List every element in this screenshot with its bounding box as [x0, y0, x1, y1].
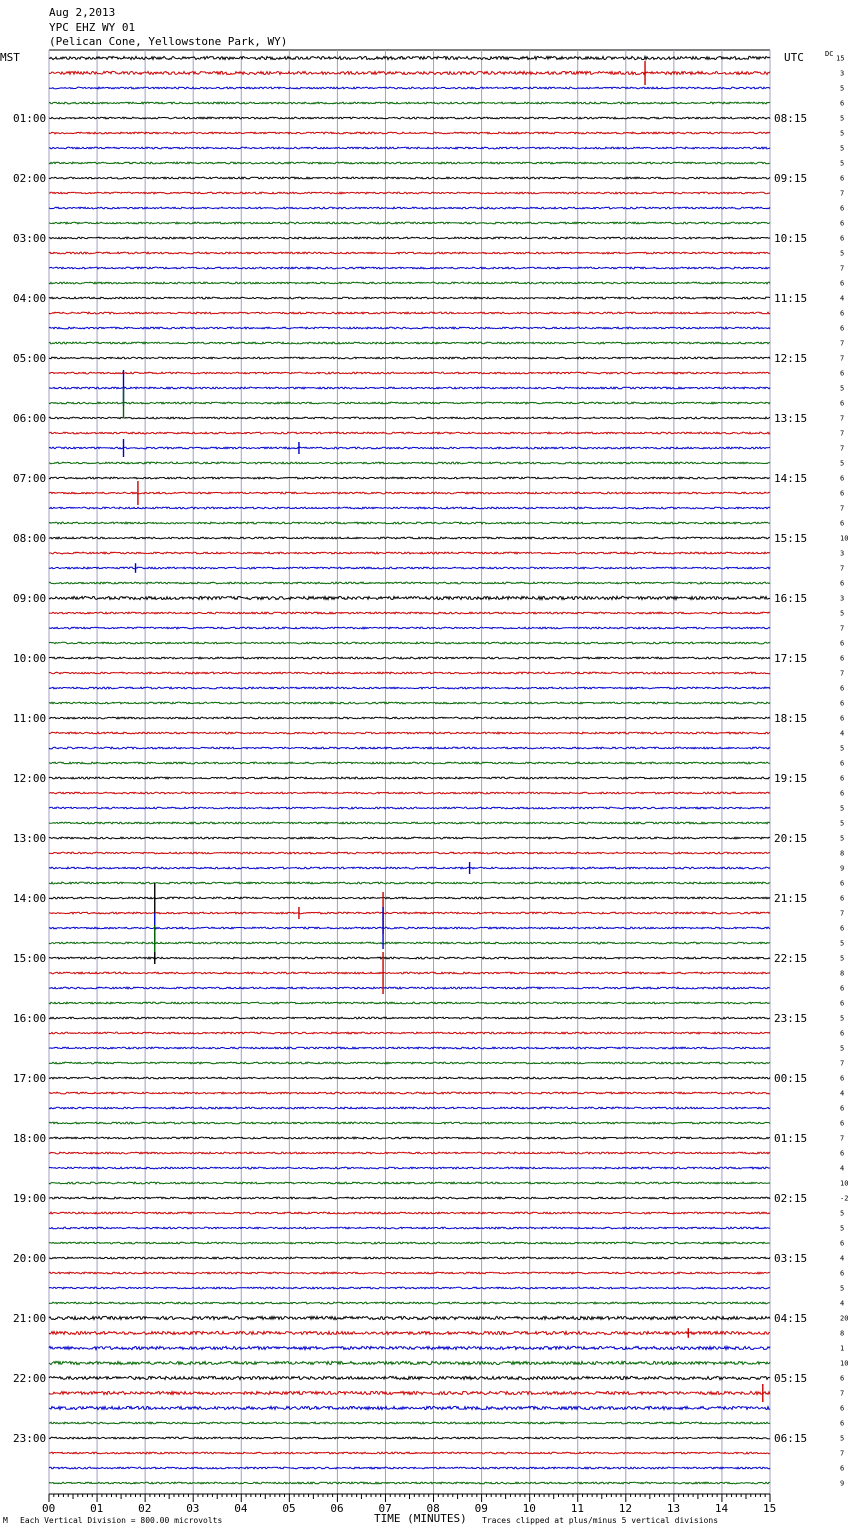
trace-row-56 — [49, 897, 770, 899]
station-label: YPC EHZ WY 01 — [49, 21, 136, 34]
dc-offset-label: 5 — [840, 1014, 845, 1023]
dc-offset-label: 5 — [840, 114, 845, 123]
utc-hour-label: 10:15 — [774, 232, 808, 245]
utc-hour-label: 02:15 — [774, 1192, 808, 1205]
dc-offset-label: 20 — [840, 1314, 849, 1323]
trace-row-16 — [49, 297, 770, 299]
utc-hour-label: 18:15 — [774, 712, 808, 725]
trace-row-0 — [49, 56, 770, 59]
dc-offset-label: 5 — [840, 84, 845, 93]
trace-row-12 — [49, 237, 770, 239]
trace-row-4 — [49, 117, 770, 119]
time-grid — [49, 50, 770, 1494]
dc-offset-label: 6 — [840, 639, 845, 648]
corner-mark: M — [3, 1516, 8, 1525]
trace-group — [49, 56, 770, 1484]
dc-offset-label: 5 — [840, 144, 845, 153]
trace-row-90 — [49, 1406, 770, 1409]
dc-offset-label: 6 — [840, 714, 845, 723]
dc-offset-label: 7 — [840, 1389, 845, 1398]
trace-row-24 — [49, 417, 770, 419]
trace-row-81 — [49, 1272, 770, 1274]
mst-hour-label: 07:00 — [13, 472, 47, 485]
utc-hour-label: 04:15 — [774, 1312, 808, 1325]
trace-row-13 — [49, 252, 770, 254]
trace-row-49 — [49, 792, 770, 794]
trace-row-86 — [49, 1346, 770, 1349]
mst-hour-label: 15:00 — [13, 952, 47, 965]
dc-offset-label: 6 — [840, 234, 845, 243]
trace-row-25 — [49, 432, 770, 434]
dc-offset-label: 10 — [840, 534, 849, 543]
x-axis-title: TIME (MINUTES) — [374, 1512, 467, 1525]
trace-row-48 — [49, 777, 770, 779]
dc-offset-label: 6 — [840, 1464, 845, 1473]
trace-row-14 — [49, 267, 770, 269]
trace-row-35 — [49, 582, 770, 584]
dc-offset-label: 5 — [840, 939, 845, 948]
dc-offset-label: 5 — [840, 459, 845, 468]
trace-row-47 — [49, 762, 770, 764]
dc-offset-label: 5 — [840, 804, 845, 813]
trace-row-15 — [49, 282, 770, 284]
dc-offset-label: 6 — [840, 519, 845, 528]
trace-row-60 — [49, 957, 770, 959]
dc-offset-label: 6 — [840, 219, 845, 228]
trace-row-43 — [49, 702, 770, 704]
trace-row-29 — [49, 492, 770, 494]
x-tick-label: 01 — [90, 1502, 104, 1515]
right-timezone-label: UTC — [784, 51, 804, 64]
utc-hour-label: 01:15 — [774, 1132, 808, 1145]
trace-row-58 — [49, 927, 770, 929]
trace-row-85 — [49, 1331, 770, 1334]
dc-offset-label: 6 — [840, 279, 845, 288]
dc-offset-label: 5 — [840, 129, 845, 138]
mst-hour-label: 13:00 — [13, 832, 47, 845]
trace-row-63 — [49, 1002, 770, 1004]
utc-hour-label: 05:15 — [774, 1372, 808, 1385]
dc-offset-label: 5 — [840, 249, 845, 258]
dc-offset-label: 5 — [840, 954, 845, 963]
trace-row-78 — [49, 1227, 770, 1229]
dc-offset-label: 5 — [840, 1224, 845, 1233]
dc-offset-label: 7 — [840, 909, 845, 918]
dc-offset-label: 10 — [840, 1179, 849, 1188]
dc-offset-label: 5 — [840, 1209, 845, 1218]
dc-offset-label: 8 — [840, 1329, 845, 1338]
dc-offset-label: 6 — [840, 309, 845, 318]
dc-offset-label: 5 — [840, 384, 845, 393]
utc-hour-label: 17:15 — [774, 652, 808, 665]
utc-hour-label: 19:15 — [774, 772, 808, 785]
dc-offset-label: 6 — [840, 774, 845, 783]
dc-offset-label: 7 — [840, 1134, 845, 1143]
trace-row-23 — [49, 402, 770, 404]
trace-row-41 — [49, 672, 770, 674]
dc-offset-label: 7 — [840, 1449, 845, 1458]
trace-row-88 — [49, 1376, 770, 1379]
utc-hour-label: 00:15 — [774, 1072, 808, 1085]
mst-hour-label: 03:00 — [13, 232, 47, 245]
dc-offset-label: 5 — [840, 819, 845, 828]
x-tick-label: 15 — [763, 1502, 777, 1515]
dc-offset-label: 4 — [840, 294, 845, 303]
trace-row-20 — [49, 357, 770, 359]
mst-hour-label: 12:00 — [13, 772, 47, 785]
mst-hour-label: 05:00 — [13, 352, 47, 365]
trace-row-91 — [49, 1422, 770, 1424]
dc-offset-label: 7 — [840, 624, 845, 633]
trace-row-5 — [49, 132, 770, 134]
mst-hour-labels — [13, 112, 46, 1445]
x-tick-label: 04 — [234, 1502, 248, 1515]
x-tick-label: 05 — [282, 1502, 296, 1515]
trace-row-36 — [49, 596, 770, 599]
trace-row-50 — [49, 807, 770, 809]
utc-hour-label: 21:15 — [774, 892, 808, 905]
trace-row-6 — [49, 147, 770, 149]
mst-hour-label: 01:00 — [13, 112, 47, 125]
trace-row-52 — [49, 837, 770, 839]
trace-row-67 — [49, 1062, 770, 1064]
mst-hour-label: 14:00 — [13, 892, 47, 905]
trace-row-72 — [49, 1137, 770, 1139]
trace-row-34 — [49, 567, 770, 569]
dc-offset-label: 6 — [840, 894, 845, 903]
utc-hour-label: 11:15 — [774, 292, 808, 305]
dc-offset-label: 6 — [840, 1029, 845, 1038]
utc-hour-label: 06:15 — [774, 1432, 808, 1445]
trace-row-57 — [49, 912, 770, 914]
trace-row-77 — [49, 1212, 770, 1214]
trace-row-19 — [49, 342, 770, 344]
dc-offset-label: 3 — [840, 594, 845, 603]
dc-offset-label: 6 — [840, 474, 845, 483]
trace-row-53 — [49, 852, 770, 854]
trace-row-79 — [49, 1242, 770, 1244]
trace-row-65 — [49, 1032, 770, 1034]
trace-row-61 — [49, 972, 770, 974]
trace-row-89 — [49, 1391, 770, 1394]
dc-offset-label: 7 — [840, 429, 845, 438]
trace-row-8 — [49, 177, 770, 179]
dc-offset-label: 10 — [840, 1359, 849, 1368]
dc-offset-label: 6 — [840, 1119, 845, 1128]
x-tick-label: 13 — [666, 1502, 681, 1515]
dc-offset-label: 4 — [840, 1299, 845, 1308]
x-tick-label: 11 — [570, 1502, 584, 1515]
utc-hour-labels — [774, 112, 807, 1445]
dc-offset-label: 1 — [840, 1344, 845, 1353]
dc-offset-label: 7 — [840, 444, 845, 453]
trace-row-76 — [49, 1197, 770, 1199]
trace-row-94 — [49, 1467, 770, 1469]
trace-row-51 — [49, 822, 770, 824]
trace-row-32 — [49, 537, 770, 539]
dc-offset-label: 6 — [840, 699, 845, 708]
scale-note: Each Vertical Division = 800.00 microvolts — [20, 1516, 223, 1525]
dc-offset-label: 3 — [840, 69, 845, 78]
utc-hour-label: 14:15 — [774, 472, 808, 485]
trace-row-80 — [49, 1257, 770, 1259]
utc-hour-label: 22:15 — [774, 952, 808, 965]
trace-row-75 — [49, 1182, 770, 1184]
dc-offset-label: 7 — [840, 414, 845, 423]
dc-offset-label: 7 — [840, 564, 845, 573]
dc-offset-label: 6 — [840, 204, 845, 213]
trace-row-37 — [49, 612, 770, 614]
dc-offset-label: 6 — [840, 1149, 845, 1158]
dc-offset-label: 6 — [840, 489, 845, 498]
dc-offset-label: 4 — [840, 729, 845, 738]
dc-offset-label: 6 — [840, 1239, 845, 1248]
mst-hour-label: 21:00 — [13, 1312, 47, 1325]
x-tick-label: 09 — [474, 1502, 488, 1515]
utc-hour-label: 15:15 — [774, 532, 808, 545]
x-tick-label: 12 — [618, 1502, 633, 1515]
trace-row-18 — [49, 327, 770, 329]
x-tick-label: 14 — [714, 1502, 729, 1515]
mst-hour-label: 22:00 — [13, 1372, 47, 1385]
trace-row-40 — [49, 657, 770, 659]
mst-hour-label: 10:00 — [13, 652, 47, 665]
dc-offset-label: 8 — [840, 849, 845, 858]
utc-hour-label: 08:15 — [774, 112, 808, 125]
utc-hour-label: 03:15 — [774, 1252, 808, 1265]
x-tick-label: 00 — [42, 1502, 56, 1515]
trace-row-71 — [49, 1122, 770, 1124]
trace-row-31 — [49, 522, 770, 524]
mst-hour-label: 19:00 — [13, 1192, 47, 1205]
dc-offset-label: 5 — [840, 1284, 845, 1293]
dc-offset-label: 4 — [840, 1164, 845, 1173]
dc-offset-label: 5 — [840, 159, 845, 168]
dc-offset-label: 7 — [840, 264, 845, 273]
trace-row-11 — [49, 222, 770, 224]
trace-row-70 — [49, 1107, 770, 1109]
trace-row-87 — [49, 1361, 770, 1364]
utc-hour-label: 13:15 — [774, 412, 808, 425]
utc-hour-label: 16:15 — [774, 592, 808, 605]
dc-offset-label: 6 — [840, 1104, 845, 1113]
x-tick-label: 10 — [522, 1502, 536, 1515]
dc-offset-label: 6 — [840, 399, 845, 408]
dc-offset-label: 3 — [840, 549, 845, 558]
dc-label: DC — [825, 50, 834, 58]
trace-row-95 — [49, 1482, 770, 1484]
dc-offset-label: 7 — [840, 669, 845, 678]
dc-offset-label: 6 — [840, 789, 845, 798]
trace-row-33 — [49, 552, 770, 554]
dc-offset-label: 4 — [840, 1089, 845, 1098]
dc-offset-label: 9 — [840, 864, 845, 873]
dc-offset-label: 6 — [840, 1269, 845, 1278]
dc-offset-label: 7 — [840, 354, 845, 363]
dc-offset-labels — [836, 55, 848, 1488]
dc-offset-label: 6 — [840, 1419, 845, 1428]
utc-hour-label: 23:15 — [774, 1012, 808, 1025]
mst-hour-label: 23:00 — [13, 1432, 47, 1445]
trace-row-39 — [49, 642, 770, 644]
dc-offset-label: 6 — [840, 1374, 845, 1383]
trace-row-68 — [49, 1077, 770, 1079]
trace-row-54 — [49, 867, 770, 869]
dc-offset-label: 7 — [840, 339, 845, 348]
clip-note: Traces clipped at plus/minus 5 vertical divisions — [482, 1516, 719, 1525]
trace-row-44 — [49, 717, 770, 719]
utc-hour-label: 12:15 — [774, 352, 808, 365]
date-label: Aug 2,2013 — [49, 6, 116, 19]
dc-offset-label: 5 — [840, 744, 845, 753]
dc-offset-label: 15 — [836, 54, 845, 63]
dc-offset-label: 6 — [840, 924, 845, 933]
trace-row-17 — [49, 312, 770, 314]
dc-offset-label: 6 — [840, 684, 845, 693]
trace-row-55 — [49, 882, 770, 884]
trace-row-21 — [49, 372, 770, 374]
trace-row-28 — [49, 477, 770, 479]
dc-offset-label: 7 — [840, 1059, 845, 1068]
mst-hour-label: 16:00 — [13, 1012, 47, 1025]
mst-hour-label: 02:00 — [13, 172, 47, 185]
x-tick-label: 03 — [186, 1502, 200, 1515]
trace-row-69 — [49, 1092, 770, 1094]
dc-offset-label: 5 — [840, 609, 845, 618]
location-label: (Pelican Cone, Yellowstone Park, WY) — [49, 35, 288, 48]
dc-offset-label: 6 — [840, 654, 845, 663]
dc-offset-label: 6 — [840, 1074, 845, 1083]
dc-offset-label: 6 — [840, 369, 845, 378]
mst-hour-label: 20:00 — [13, 1252, 47, 1265]
mst-hour-label: 06:00 — [13, 412, 47, 425]
dc-offset-label: 6 — [840, 324, 845, 333]
trace-row-62 — [49, 987, 770, 989]
dc-offset-label: 6 — [840, 879, 845, 888]
trace-row-9 — [49, 192, 770, 194]
mst-hour-label: 09:00 — [13, 592, 47, 605]
utc-hour-label: 09:15 — [774, 172, 808, 185]
trace-row-26 — [49, 447, 770, 449]
mst-hour-label: 04:00 — [13, 292, 47, 305]
dc-offset-label: 7 — [840, 504, 845, 513]
trace-row-64 — [49, 1017, 770, 1019]
dc-offset-label: 6 — [840, 174, 845, 183]
dc-offset-label: 7 — [840, 189, 845, 198]
trace-row-42 — [49, 687, 770, 689]
trace-row-7 — [49, 162, 770, 164]
trace-row-84 — [49, 1316, 770, 1319]
trace-row-83 — [49, 1302, 770, 1304]
utc-hour-label: 20:15 — [774, 832, 808, 845]
trace-row-46 — [49, 747, 770, 749]
trace-row-10 — [49, 207, 770, 209]
trace-row-74 — [49, 1167, 770, 1169]
dc-offset-label: 6 — [840, 999, 845, 1008]
dc-offset-label: 8 — [840, 969, 845, 978]
dc-offset-label: 5 — [840, 1434, 845, 1443]
trace-row-93 — [49, 1452, 770, 1454]
x-tick-label: 06 — [330, 1502, 344, 1515]
trace-row-27 — [49, 462, 770, 464]
trace-row-82 — [49, 1287, 770, 1289]
trace-row-92 — [49, 1437, 770, 1439]
mst-hour-label: 17:00 — [13, 1072, 47, 1085]
dc-offset-label: 6 — [840, 984, 845, 993]
dc-offset-label: 6 — [840, 1404, 845, 1413]
trace-row-73 — [49, 1152, 770, 1154]
dc-offset-label: 5 — [840, 834, 845, 843]
x-tick-label: 07 — [378, 1502, 392, 1515]
dc-offset-label: 6 — [840, 759, 845, 768]
mst-hour-label: 11:00 — [13, 712, 47, 725]
mst-hour-label: 18:00 — [13, 1132, 47, 1145]
dc-offset-label: 9 — [840, 1479, 845, 1488]
dc-offset-label: 5 — [840, 1044, 845, 1053]
trace-row-22 — [49, 387, 770, 389]
dc-offset-label: 6 — [840, 99, 845, 108]
trace-row-66 — [49, 1047, 770, 1049]
x-tick-label: 02 — [138, 1502, 152, 1515]
trace-row-1 — [49, 71, 770, 74]
trace-row-2 — [49, 87, 770, 89]
dc-offset-label: 4 — [840, 1254, 845, 1263]
mst-hour-label: 08:00 — [13, 532, 47, 545]
trace-row-59 — [49, 942, 770, 944]
dc-offset-label: 6 — [840, 579, 845, 588]
dc-offset-label: -2 — [840, 1194, 849, 1203]
x-tick-label: 08 — [426, 1502, 440, 1515]
left-timezone-label: MST — [0, 51, 20, 64]
trace-row-38 — [49, 627, 770, 629]
trace-row-30 — [49, 507, 770, 509]
trace-row-3 — [49, 102, 770, 104]
trace-row-45 — [49, 732, 770, 734]
